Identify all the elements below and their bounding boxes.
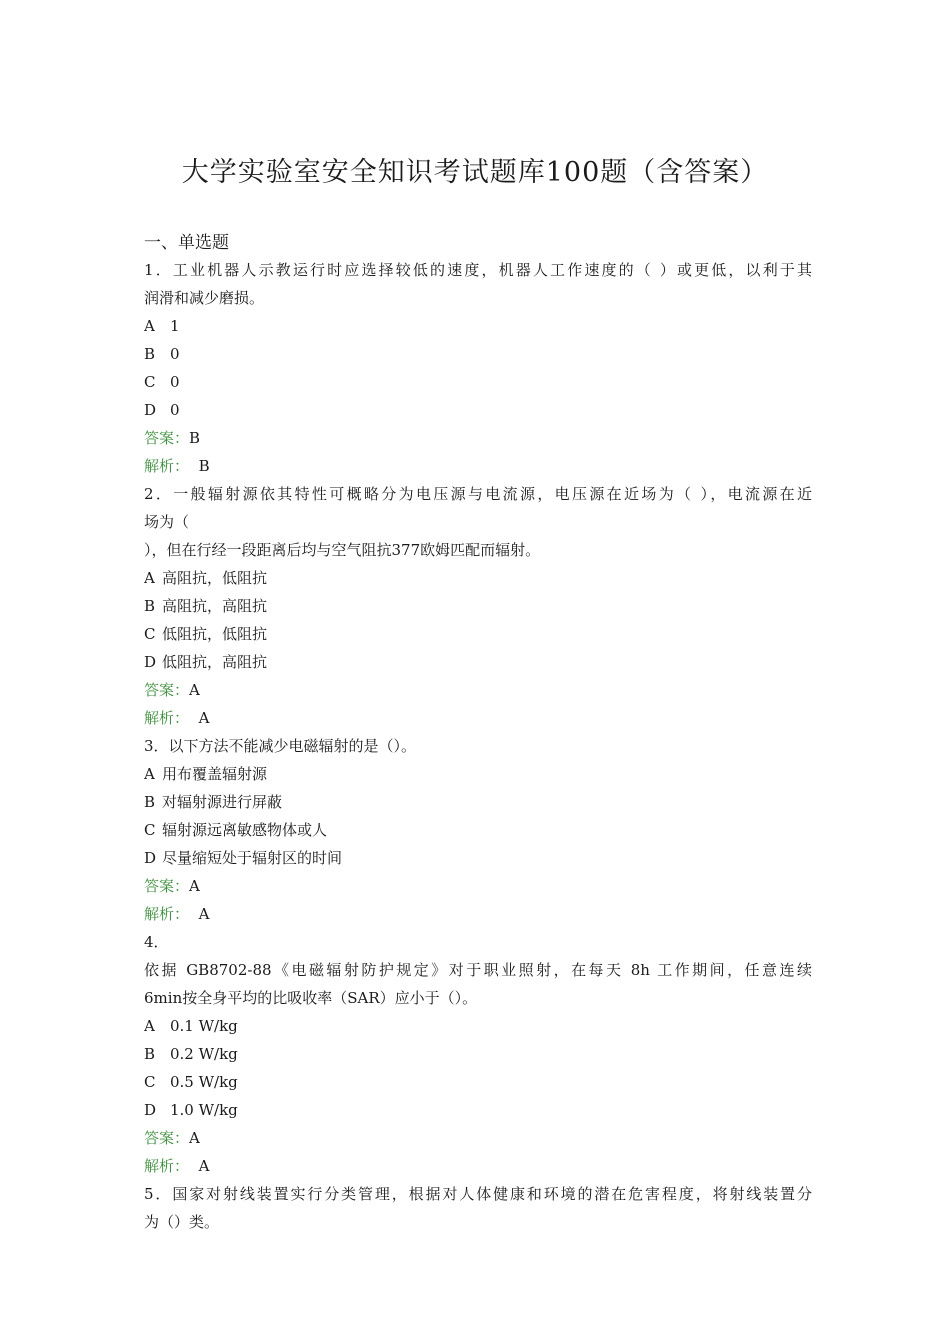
question-text: 国家对射线装置实行分类管理，根据对人体健康和环境的潜在危害程度，将射线装置分 [172,1185,812,1203]
question-3-option-d [144,844,812,872]
question-3-option-b [144,788,812,816]
analysis-label: 解析： [144,709,190,727]
question-1-option-b [144,340,812,368]
answer-label: 答案： [144,681,190,699]
question-5-stem-line-2: 为（）类。 [144,1213,220,1231]
question-2-stem-line-2: 场为（ [144,513,190,531]
option-text: 低阻抗，高阻抗 [162,653,268,671]
analysis-value: A [198,709,210,727]
question-2-analysis [144,704,812,732]
analysis-value: A [198,1157,210,1175]
question-3-analysis [144,900,812,928]
question-number: 5． [144,1185,173,1203]
option-text: 辐射源远离敏感物体或人 [162,821,328,839]
question-1-option-a [144,312,812,340]
question-1-analysis [144,452,812,480]
option-letter: A [144,317,155,335]
question-list [144,256,812,1236]
question-text: 一般辐射源依其特性可概略分为电压源与电流源，电压源在近场为（ ），电流源在近 [173,485,812,503]
question-4-stem-line-2: 6min按全身平均的比吸收率（SAR）应小于（）。 [144,989,478,1007]
answer-value: B [189,429,201,447]
option-letter: C [144,821,156,839]
analysis-label: 解析： [144,1157,190,1175]
question-2-option-c [144,620,812,648]
question-4-number: 4． [144,933,169,951]
question-number: 1． [144,261,173,279]
question-2-option-a [144,564,812,592]
question-2-answer [144,676,812,704]
question-4-option-d [144,1096,812,1124]
question-4-option-b [144,1040,812,1068]
question-1-stem-line-1 [144,256,812,284]
question-2-option-b [144,592,812,620]
option-letter: D [144,849,157,867]
question-2-option-d [144,648,812,676]
option-text: 0 [170,401,180,419]
question-4-answer [144,1124,812,1152]
question-1-stem-line-2: 润滑和减少磨损。 [144,289,265,307]
option-letter: A [144,1017,155,1035]
answer-value: A [189,877,200,895]
option-letter: C [144,373,156,391]
analysis-value: B [198,457,210,475]
question-3-stem-line-1 [144,732,812,760]
question-1-option-d [144,396,812,424]
option-letter: B [144,345,156,363]
option-text: 高阻抗，低阻抗 [162,569,268,587]
option-text: 0.2 W/kg [170,1045,238,1063]
analysis-label: 解析： [144,905,190,923]
question-4-stem-line-1: 依据 GB8702-88《电磁辐射防护规定》对于职业照射，在每天 8h 工作期间，任意连续 [144,961,812,979]
option-text: 1.0 W/kg [170,1101,238,1119]
question-number: 3． [144,737,169,755]
answer-label: 答案： [144,1129,190,1147]
answer-label: 答案： [144,877,190,895]
option-text: 0.5 W/kg [170,1073,238,1091]
question-3-answer [144,872,812,900]
question-2-stem-line-3: ），但在行经一段距离后均与空气阻抗377欧姆匹配而辐射。 [144,541,541,559]
option-text: 0 [170,345,180,363]
question-3-option-c [144,816,812,844]
option-text: 用布覆盖辐射源 [162,765,268,783]
question-text: 以下方法不能减少电磁辐射的是（）。 [168,737,417,755]
option-text: 高阻抗，高阻抗 [162,597,268,615]
question-4-option-c [144,1068,812,1096]
option-letter: D [144,653,157,671]
option-letter: B [144,1045,156,1063]
question-1-option-c [144,368,812,396]
option-letter: A [144,569,155,587]
answer-value: A [189,1129,200,1147]
option-text: 尽量缩短处于辐射区的时间 [162,849,343,867]
analysis-value: A [198,905,210,923]
answer-value: A [189,681,200,699]
option-text: 0 [170,373,180,391]
question-5-stem-line-1 [144,1180,812,1208]
option-letter: B [144,597,156,615]
option-letter: C [144,625,156,643]
option-letter: B [144,793,156,811]
question-4-option-a [144,1012,812,1040]
document-title: 大学实验室安全知识考试题库100题（含答案） [181,157,769,188]
question-2-stem-line-1 [144,480,812,508]
question-number: 2． [144,485,174,503]
option-letter: A [144,765,155,783]
section-heading: 一、单选题 [144,233,229,253]
question-4-analysis [144,1152,812,1180]
option-text: 对辐射源进行屏蔽 [162,793,283,811]
analysis-label: 解析： [144,457,190,475]
answer-label: 答案： [144,429,190,447]
question-3-option-a [144,760,812,788]
option-letter: C [144,1073,156,1091]
option-text: 低阻抗，低阻抗 [162,625,268,643]
question-1-answer [144,424,812,452]
option-letter: D [144,1101,157,1119]
question-text: 工业机器人示教运行时应选择较低的速度，机器人工作速度的（ ）或更低，以利于其 [172,261,812,279]
option-text: 1 [170,317,180,335]
option-text: 0.1 W/kg [170,1017,238,1035]
option-letter: D [144,401,157,419]
